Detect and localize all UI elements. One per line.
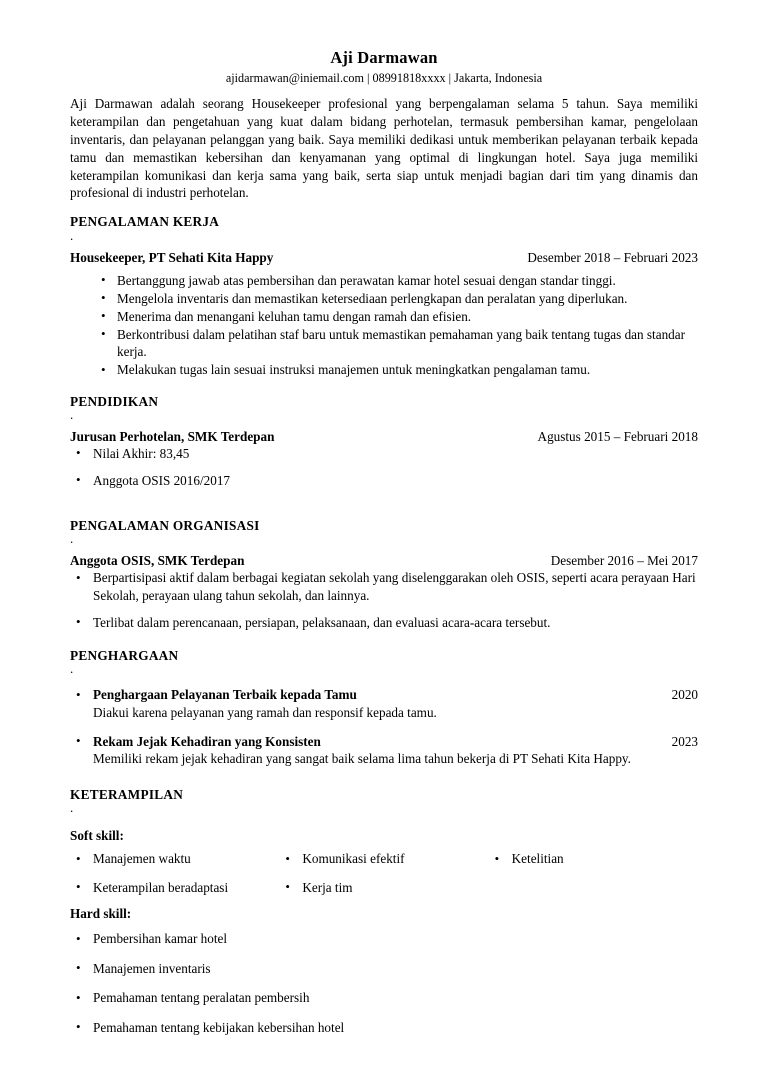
list-item: • Melakukan tugas lain sesuai instruksi manajemen untuk meningkatkan pengalaman tamu.: [70, 361, 698, 379]
list-item: • Berpartisipasi aktif dalam berbagai kegiatan sekolah yang diselenggarakan oleh OSIS, seperti acara perayaan Hari Sekolah, perayaan ulang tahun sekolah, dan lainnya.: [70, 569, 698, 604]
education-entry-row: [70, 428, 698, 445]
heading-dot-skills: .: [70, 799, 74, 815]
organization-entry-row: [70, 552, 698, 569]
award-title: • Rekam Jejak Kehadiran yang Konsisten: [93, 733, 321, 749]
hard-skill-list: [70, 930, 698, 1036]
resume-content: [70, 48, 698, 1048]
award-year: 2020: [671, 687, 698, 703]
soft-skill-grid: [70, 850, 698, 907]
list-item: • Manajemen inventaris: [70, 960, 698, 978]
heading-dot-work: .: [70, 227, 74, 243]
heading-dot-organization: .: [70, 531, 74, 547]
list-item: [70, 686, 698, 721]
award-head: [93, 686, 698, 704]
list-item: [70, 733, 698, 768]
list-item: • Anggota OSIS 2016/2017: [70, 472, 698, 490]
section-heading-work: PENGALAMAN KERJA: [70, 214, 220, 230]
grid-spacer: [489, 879, 698, 897]
list-item: • Berkontribusi dalam pelatihan staf baru untuk memastikan pemahaman yang baik tentang tugas dan standar kerja.: [70, 326, 698, 361]
list-item: • Keterampilan beradaptasi: [70, 879, 279, 897]
section-heading-skills: KETERAMPILAN: [70, 786, 184, 802]
award-head: [93, 733, 698, 751]
section-heading-organization: PENGALAMAN ORGANISASI: [70, 518, 260, 534]
profile-summary: Aji Darmawan adalah seorang Housekeeper profesional yang berpengalaman selama 5 tahun. Saya memiliki keterampilan dan pengetahuan yang kuat dalam bidang perhotelan, termasuk pembersihan kamar, pengelolaan inventaris, dan pelayanan pelanggan yang baik. Saya memiliki dedikasi untuk memberikan pelayanan terbaik kepada tamu dan memastikan kebersihan dan kenyamanan yang optimal di lingkungan hotel. Saya juga memiliki keterampilan komunikasi dan kerja sama yang baik, serta siap untuk menjadi bagian dari tim yang dinamis dan profesional di industri perhotelan.: [70, 96, 698, 201]
award-year: 2023: [671, 733, 698, 749]
soft-skill-label: Soft skill:: [70, 827, 124, 843]
awards-list: [70, 686, 698, 767]
list-item: • Ketelitian: [489, 850, 698, 868]
list-item: • Mengelola inventaris dan memastikan ketersediaan perlengkapan dan peralatan yang diperlukan.: [70, 290, 698, 308]
spacer: [70, 498, 698, 517]
list-item: • Manajemen waktu: [70, 850, 279, 868]
spacer: [70, 640, 698, 647]
spacer: [70, 380, 698, 393]
spacer: [70, 779, 698, 786]
list-item: • Terlibat dalam perencanaan, persiapan, pelaksanaan, dan evaluasi acara-acara tersebut.: [70, 614, 698, 632]
organization-entry-title: Anggota OSIS, SMK Terdepan: [70, 553, 245, 569]
work-entry-date: Desember 2018 – Februari 2023: [527, 249, 698, 265]
list-item: • Menerima dan menangani keluhan tamu dengan ramah dan efisien.: [70, 308, 698, 326]
education-entry-date: Agustus 2015 – Februari 2018: [537, 428, 698, 444]
work-entry-title: Housekeeper, PT Sehati Kita Happy: [70, 249, 274, 265]
heading-dot-awards: .: [70, 661, 74, 677]
list-item: • Bertanggung jawab atas pembersihan dan perawatan kamar hotel sesuai dengan standar tinggi.: [70, 272, 698, 290]
spacer: [70, 242, 698, 249]
contact-line: ajidarmawan@iniemail.com | 08991818xxxx | Jakarta, Indonesia: [225, 70, 543, 85]
hard-skill-label: Hard skill:: [70, 906, 132, 922]
section-heading-education: PENDIDIKAN: [70, 393, 159, 409]
organization-bullet-list: [70, 569, 698, 631]
list-item: • Kerja tim: [279, 879, 488, 897]
list-item: • Nilai Akhir: 83,45: [70, 445, 698, 463]
list-item: • Pemahaman tentang kebijakan kebersihan hotel: [70, 1019, 363, 1037]
list-item: • Pemahaman tentang peralatan pembersih: [70, 989, 698, 1007]
award-description: Diakui karena pelayanan yang ramah dan responsif kepada tamu.: [93, 704, 437, 720]
education-bullet-list: [70, 445, 698, 489]
page-title: Aji Darmawan: [330, 48, 438, 67]
education-entry-title: Jurusan Perhotelan, SMK Terdepan: [70, 428, 275, 444]
list-item: • Komunikasi efektif: [279, 850, 488, 868]
section-heading-awards: PENGHARGAAN: [70, 648, 179, 664]
award-description: Memiliki rekam jejak kehadiran yang sangat baik selama lima tahun bekerja di PT Sehati Kita Happy.: [93, 751, 631, 767]
list-item: • Pembersihan kamar hotel: [70, 930, 698, 948]
organization-entry-date: Desember 2016 – Mei 2017: [550, 553, 698, 569]
spacer: [70, 421, 698, 428]
work-bullet-list: [70, 272, 698, 379]
heading-dot-education: .: [70, 406, 74, 422]
work-entry-row: [70, 249, 698, 266]
award-title: • Penghargaan Pelayanan Terbaik kepada Tamu: [93, 687, 357, 703]
spacer: [70, 545, 698, 552]
